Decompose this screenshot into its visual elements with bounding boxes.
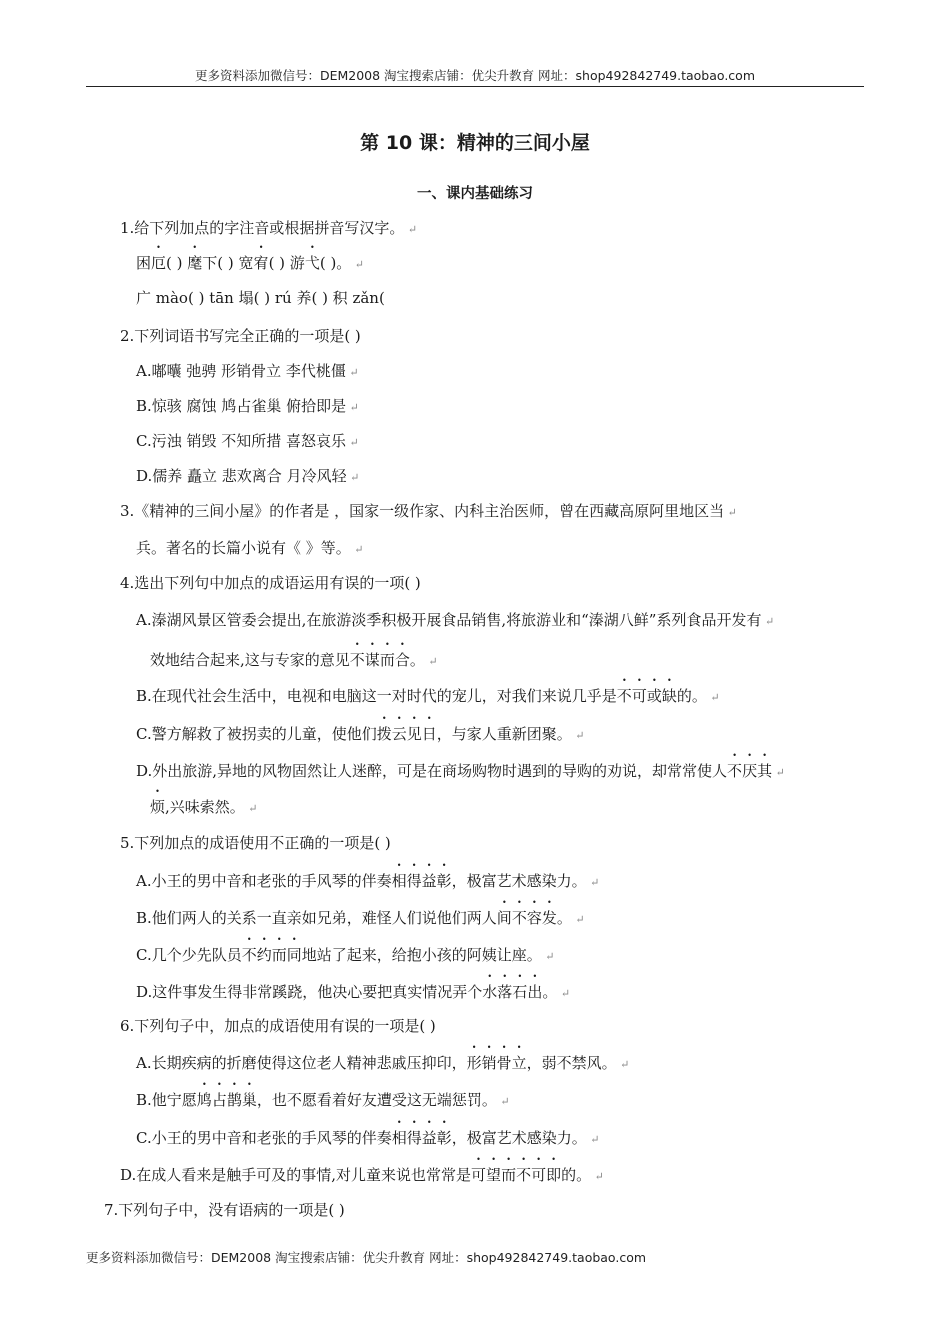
emphasized-char: 相 [391,1129,407,1147]
l-q4 [120,573,421,593]
emphasized-char: 形 [466,1054,482,1072]
emphasized-char: 而 [271,946,287,964]
text-segment: C.警方解救了被拐卖的儿童，使他们 [136,725,377,743]
l-q3-cont [136,538,364,560]
paragraph-mark-icon: ↵ [772,766,785,779]
emphasized-char: 鸠 [196,1091,212,1109]
text-segment: 效地结合起来,这与专家的意见 [150,651,350,669]
emphasized-char: 谋 [364,651,380,669]
paragraph-mark-icon: ↵ [346,471,360,484]
emphasized-char: 立 [511,1054,527,1072]
l-q4-a [136,610,774,632]
text-segment: 4.选出下列句中加点的成语运用有误的一项( ) [120,574,421,592]
l-q5-a [136,871,599,893]
emphasized-char: 益 [421,1129,437,1147]
text-segment: 7.下列句子中，没有语病的一项是( ) [104,1201,345,1219]
paragraph-mark-icon: ↵ [345,366,359,379]
emphasized-char: 彰 [436,872,452,890]
emphasized-char: 不 [349,651,365,669]
l-q1 [120,218,417,240]
text-segment: 5.下列加点的成语使用不正确的一项是( ) [120,834,391,852]
emphasized-char: 厌 [742,762,758,780]
paragraph-mark-icon: ↵ [586,876,600,889]
text-segment: A.小王的男中音和老张的手风琴的伴奏 [136,872,392,890]
text-segment: A.嘟囔 弛骋 形销骨立 李代桃僵 [136,362,346,380]
text-segment: ，也不愿看着好友遭受这无端惩罚。 [256,1091,497,1109]
emphasized-char: 日 [421,725,437,743]
emphasized-char: 可 [531,1166,547,1184]
l-q3 [120,501,737,523]
text-segment: A.长期疾病的折磨使得这位老人精神悲戚压抑印， [136,1054,467,1072]
text-segment: D.儒养 矗立 悲欢离合 月冷风轻 [136,467,347,485]
text-segment: 困 [136,254,152,272]
l-q4-c [136,724,585,746]
emphasized-char: 彰 [436,1129,452,1147]
paragraph-mark-icon: ↵ [350,543,364,556]
paragraph-mark-icon: ↵ [244,802,258,815]
paragraph-mark-icon: ↵ [557,987,571,1000]
l-q2-d [136,466,359,488]
paragraph-mark-icon: ↵ [761,615,775,628]
emphasized-char: 望 [486,1166,502,1184]
emphasized-char: 厄 [151,254,167,272]
l-q6-c [136,1128,600,1150]
text-segment: C.小王的男中音和老张的手风琴的伴奏 [136,1129,392,1147]
emphasized-char: 容 [526,909,542,927]
emphasized-char: 烦 [150,798,166,816]
l-q6-b [136,1090,510,1112]
text-segment: ，与家人重新团聚。 [436,725,572,743]
text-segment: D.在成人看来是触手可及的事情,对儿童来说也常常是 [120,1166,472,1184]
emphasized-char: 合 [394,651,410,669]
paragraph-mark-icon: ↵ [346,401,359,414]
emphasized-char: 益 [421,872,437,890]
l-q6-d [120,1165,604,1187]
header-rule [86,86,864,87]
text-segment: B.他们两人的关系一直亲如兄弟，难怪人们说他们两人 [136,909,497,927]
emphasized-char: 不 [616,687,632,705]
text-segment: 1.给下列加点的字注音或根据拼音写汉字。 [120,219,405,237]
emphasized-char: 相 [391,872,407,890]
emphasized-char: 缺 [661,687,677,705]
l-q5-d [136,982,570,1004]
emphasized-char: 鹊 [226,1091,242,1109]
emphasized-char: 骨 [496,1054,512,1072]
paragraph-mark-icon: ↵ [424,655,438,668]
text-segment: ,兴味索然。 [165,798,245,816]
text-segment: 。 [409,651,425,669]
emphasized-char: 见 [406,725,422,743]
emphasized-char: 即 [546,1166,562,1184]
emphasized-char: 其 [757,762,773,780]
emphasized-char: 不 [727,762,743,780]
paragraph-mark-icon: ↵ [571,913,585,926]
emphasized-char: 不 [241,946,257,964]
l-q5-b [136,908,585,930]
l-q1-pinyin [136,288,385,308]
emphasized-char: 约 [256,946,272,964]
paragraph-mark-icon: ↵ [541,950,555,963]
emphasized-char: 拨 [376,725,392,743]
emphasized-char: 而 [501,1166,517,1184]
paragraph-mark-icon: ↵ [724,506,737,519]
l-q4-d [136,761,785,783]
paragraph-mark-icon: ↵ [586,1133,600,1146]
text-segment: B.他宁愿 [136,1091,197,1109]
l-q2-b [136,396,359,418]
emphasized-char: 可 [631,687,647,705]
text-segment: C.几个少先队员 [136,946,242,964]
emphasized-char: 间 [496,909,512,927]
text-segment: 2.下列词语书写完全正确的一项是( ) [120,327,361,345]
emphasized-char: 不 [516,1166,532,1184]
text-segment: 广 mào( ) tān 塌( ) rú 养( ) 积 zǎn( [136,289,385,307]
text-segment: B.惊骇 腐蚀 鸠占雀巢 俯拾即是 [136,397,347,415]
emphasized-char: 出 [527,983,543,1001]
l-q2-c [136,431,359,453]
l-q6 [120,1016,436,1036]
l-q5 [120,833,391,853]
paragraph-mark-icon: ↵ [351,258,365,271]
emphasized-char: 同 [286,946,302,964]
text-segment: 6.下列句子中，加点的成语使用有误的一项是( ) [120,1017,436,1035]
text-segment: ( ) 游 [268,254,305,272]
l-q5-c [136,945,555,967]
emphasized-char: 不 [511,909,527,927]
emphasized-char: 宥 [253,254,269,272]
emphasized-char: 石 [512,983,528,1001]
emphasized-char: 落 [497,983,513,1001]
page-header: 更多资料添加微信号：DEM2008 淘宝搜索店铺：优尖升教育 网址：shop492842749.taobao.com [194,68,756,83]
l-q6-a [136,1053,629,1075]
page-footer: 更多资料添加微信号：DEM2008 淘宝搜索店铺：优尖升教育 网址：shop492842749.taobao.com [86,1250,647,1265]
emphasized-char: 弋 [304,254,320,272]
text-segment: ，弱不禁风。 [526,1054,617,1072]
section-heading: 一、课内基础练习 [417,186,533,202]
l-q4-d-cont [150,797,258,819]
text-segment: 下( ) 宽 [202,254,254,272]
emphasized-char: 占 [211,1091,227,1109]
text-segment: ，极富艺术感染力。 [451,872,587,890]
l-q2-a [136,361,359,383]
l-q7 [104,1200,345,1220]
text-segment: C.污浊 销毁 不知所措 喜怒哀乐 [136,432,347,450]
emphasized-char: 得 [406,1129,422,1147]
page-title: 第 10 课：精神的三间小屋 [360,132,590,154]
text-segment: D.外出旅游,异地的风物固然让人迷醉，可是在商场购物时遇到的导购的劝说，却常常使人 [136,762,728,780]
paragraph-mark-icon: ↵ [706,691,720,704]
emphasized-char: 麾 [187,254,203,272]
paragraph-mark-icon: ↵ [616,1058,630,1071]
l-q4-a-cont [150,650,438,672]
text-segment: A.溱湖风景区管委会提出,在旅游淡季积极开展食品销售,将旅游业和“溱湖八鲜”系列食品开发有 [136,611,762,629]
emphasized-char: 巢 [241,1091,257,1109]
text-segment: D.这件事发生得非常蹊跷，他决心要把真实情况弄个 [136,983,483,1001]
text-segment: ，极富艺术感染力。 [451,1129,587,1147]
emphasized-char: 可 [471,1166,487,1184]
emphasized-char: 水 [482,983,498,1001]
text-segment: 的。 [561,1166,592,1184]
text-segment: 兵。著名的长篇小说有《 》等。 [136,539,351,557]
text-segment: 3.《精神的三间小屋》的作者是 ，国家一级作家、内科主治医师，曾在西藏高原阿里地区当 [120,502,725,520]
text-segment: ( ) [166,254,188,272]
l-q1-words [136,253,364,275]
emphasized-char: 销 [481,1054,497,1072]
text-segment: 。 [556,909,572,927]
text-segment: 。 [542,983,558,1001]
emphasized-char: 而 [379,651,395,669]
emphasized-char: 或 [646,687,662,705]
text-segment: B.在现代社会生活中，电视和电脑这一对时代的宠儿，对我们来说几乎是 [136,687,617,705]
paragraph-mark-icon: ↵ [496,1095,510,1108]
text-segment: 地站了起来，给抱小孩的阿姨让座。 [301,946,542,964]
l-q2 [120,326,361,346]
paragraph-mark-icon: ↵ [571,729,585,742]
paragraph-mark-icon: ↵ [346,436,359,449]
emphasized-char: 得 [406,872,422,890]
text-segment: 的。 [676,687,707,705]
emphasized-char: 云 [391,725,407,743]
text-segment: ( )。 [319,254,352,272]
emphasized-char: 发 [541,909,557,927]
paragraph-mark-icon: ↵ [404,223,418,236]
l-q4-b [136,686,720,708]
paragraph-mark-icon: ↵ [591,1170,604,1183]
